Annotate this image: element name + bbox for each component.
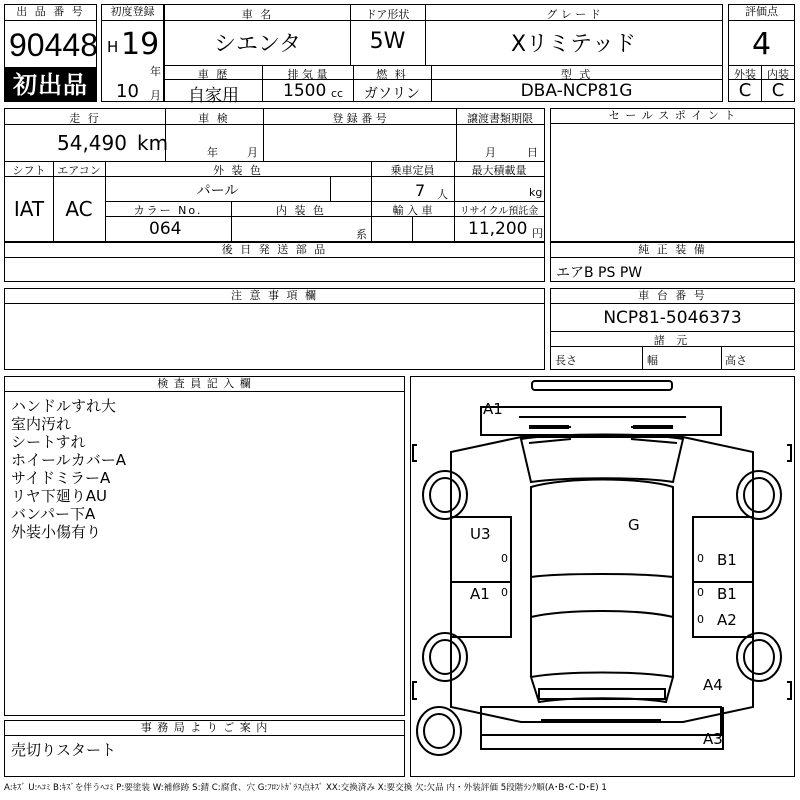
first-registration-box <box>101 4 164 102</box>
zero-mark: 0 <box>501 586 508 599</box>
seats-label: 乗車定員 <box>390 164 435 177</box>
car-info-box <box>164 4 723 106</box>
inspector-line: 室内汚れ <box>11 415 72 433</box>
inspector-line: リヤ下廻りAU <box>11 487 107 505</box>
era: H <box>107 38 119 56</box>
fuel-label: 燃 料 <box>376 68 408 81</box>
door-type: 5W <box>369 29 406 54</box>
inspector-line: 外装小傷有り <box>11 523 102 541</box>
inspection-month-unit: 月 <box>247 146 258 159</box>
grade: Xリミテッド <box>510 32 637 57</box>
seats-unit: 人 <box>437 188 448 201</box>
month-unit: 月 <box>150 89 161 102</box>
car-diagram-box <box>410 376 795 777</box>
lot-box <box>4 4 97 68</box>
mark-a3: A3 <box>703 730 723 748</box>
inspector-line: サイドミラーA <box>11 469 111 487</box>
score-label: 評価点 <box>729 5 794 21</box>
width-label: 幅 <box>647 354 658 367</box>
color-no-label: カラー No. <box>133 204 203 217</box>
score: 4 <box>751 27 772 62</box>
inspector-line: ハンドルすれ大 <box>11 397 117 415</box>
displacement-label: 排 気 量 <box>287 68 328 81</box>
door-label: ドア形状 <box>365 8 410 21</box>
mileage-label: 走 行 <box>69 112 101 125</box>
office-box <box>4 720 405 777</box>
inspector-line: バンパー下A <box>11 505 96 523</box>
type-label: 型 式 <box>560 68 593 81</box>
model-name: シエンタ <box>213 32 302 57</box>
inspector-line: ホイールカバーA <box>11 451 126 469</box>
import-label: 輸 入 車 <box>392 204 433 217</box>
notes-box <box>4 288 545 370</box>
equipment-label: 純 正 装 備 <box>551 243 794 258</box>
parts-label: 後 日 発 送 部 品 <box>5 243 544 258</box>
zero-mark: 0 <box>697 586 704 599</box>
interior-grade: C <box>771 80 785 101</box>
mark-u3: U3 <box>470 525 491 543</box>
notes-label: 注 意 事 項 欄 <box>5 289 544 304</box>
inspector-notes <box>11 397 391 541</box>
first-listing-text: 初出品 <box>13 71 88 99</box>
model-label: 車 名 <box>241 8 274 21</box>
fuel: ガソリン <box>364 86 420 102</box>
history: 自家用 <box>188 86 239 106</box>
score-box <box>728 4 795 102</box>
recycle-unit: 円 <box>532 227 543 240</box>
parts-box <box>4 242 545 282</box>
int-color-unit: 系 <box>356 228 367 241</box>
equipment-value: エアB PS PW <box>556 265 643 281</box>
mark-b1-right: B1 <box>717 585 737 603</box>
type: DBA-NCP81G <box>520 81 633 101</box>
mileage: 54,490 <box>57 131 127 155</box>
mark-b1-top: B1 <box>717 551 737 569</box>
transfer-day-unit: 日 <box>527 146 538 159</box>
equipment-box <box>550 242 795 282</box>
lot-label: 出 品 番 号 <box>5 5 96 21</box>
lot-number: 90448 <box>9 27 98 63</box>
shift-label: シフト <box>12 164 46 177</box>
displacement: 1500 <box>283 81 327 101</box>
chassis-number: NCP81-5046373 <box>603 308 742 328</box>
shift: IAT <box>13 197 45 221</box>
inspector-box <box>4 376 405 716</box>
legend: A:ｷｽﾞ U:ﾍｺﾐ B:ｷｽﾞを伴うﾍｺﾐ P:要塗装 W:補修跡 S:錆 C:腐食、穴 G:ﾌﾛﾝﾄｶﾞﾗｽ点ｷｽﾞ XX:交換済み X:要交換 欠:欠品 内・外装評価 5段階ﾗﾝｸ順(A･B･C･D･E) 1 <box>4 783 607 793</box>
details-box <box>4 108 545 242</box>
sales-box <box>550 108 795 242</box>
height-label: 高さ <box>725 354 747 367</box>
mark-a4: A4 <box>703 676 723 694</box>
inspection-year-unit: 年 <box>207 146 218 159</box>
mark-g: G <box>628 516 640 534</box>
inspector-label: 検 査 員 記 入 欄 <box>5 377 404 392</box>
zero-mark: 0 <box>697 552 704 565</box>
exterior-label: 外装 <box>734 68 756 81</box>
mileage-unit: km <box>137 131 169 155</box>
load-label: 最大積載量 <box>471 164 527 177</box>
history-label: 車 歴 <box>197 68 230 81</box>
color: パール <box>196 183 239 199</box>
office-label: 事 務 局 よ り ご 案 内 <box>5 721 404 736</box>
reg-year: 19 <box>121 27 160 62</box>
seats: 7 <box>415 181 426 200</box>
color-no: 064 <box>149 219 182 239</box>
mark-a2: A2 <box>717 611 737 629</box>
recycle-label: リサイクル預託金 <box>459 206 539 217</box>
first-listing-badge <box>4 68 97 102</box>
load-unit: kg <box>529 186 543 199</box>
reg-month: 10 <box>116 81 139 102</box>
dims-label: 諸 元 <box>653 334 692 347</box>
grade-label: グ レ ー ド <box>546 8 601 21</box>
int-color-label: 内 装 色 <box>276 204 326 217</box>
chassis-box <box>550 288 795 370</box>
inspection-label: 車 検 <box>198 112 230 125</box>
regno-label: 登 録 番 号 <box>332 112 387 125</box>
chassis-label: 車 台 番 号 <box>551 289 794 304</box>
car-diagram <box>411 377 794 776</box>
transfer-month-unit: 月 <box>485 146 496 159</box>
office-message: 売切りスタート <box>11 741 117 759</box>
displacement-unit: cc <box>331 87 344 100</box>
mark-front-left: A1 <box>483 400 503 418</box>
ac: AC <box>65 197 93 221</box>
mark-a1-left: A1 <box>470 585 490 603</box>
sales-label: セ ー ル ス ポ イ ン ト <box>551 109 794 124</box>
first-reg-label: 初度登録 <box>102 5 163 21</box>
zero-mark: 0 <box>501 552 508 565</box>
year-unit: 年 <box>150 65 161 78</box>
interior-label: 内装 <box>767 68 789 81</box>
inspector-line: シートすれ <box>11 433 86 451</box>
color-label: 外 装 色 <box>213 164 263 177</box>
length-label: 長さ <box>555 354 577 367</box>
zero-mark: 0 <box>697 613 704 626</box>
ac-label: エアコン <box>57 164 101 177</box>
exterior-grade: C <box>738 80 752 101</box>
recycle-amount: 11,200 <box>468 219 528 239</box>
transfer-label: 譲渡書類期限 <box>467 112 533 125</box>
